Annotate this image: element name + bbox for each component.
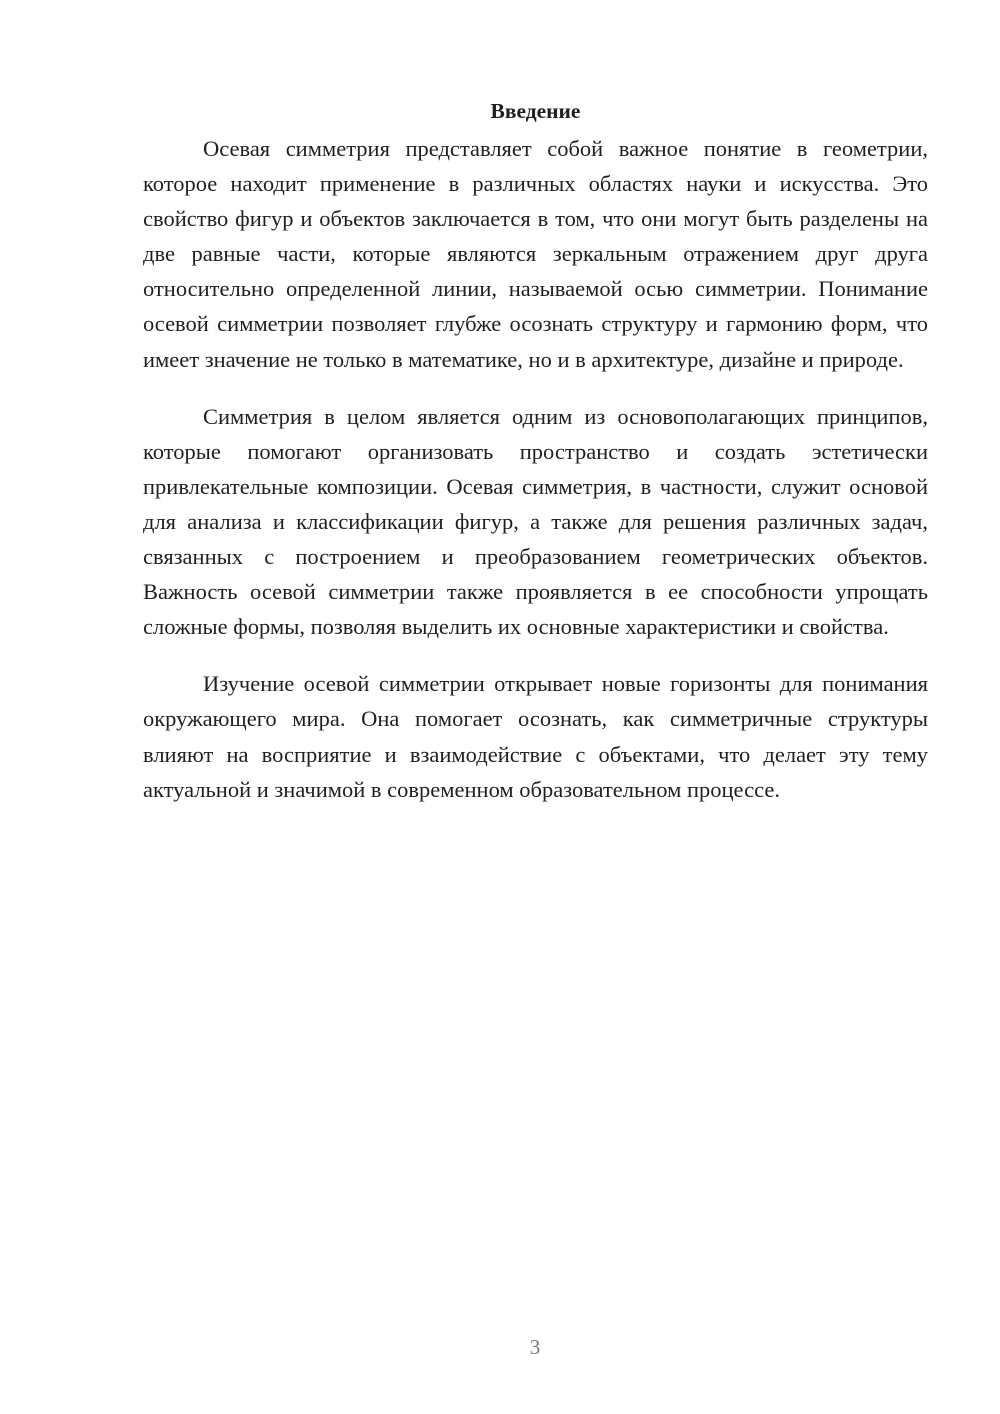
body-paragraph: Симметрия в целом является одним из основополагающих принципов, которые помогают организовать пространство и создать эстетически привлекательные композиции. Осевая симметрия, в частности, служит основой для анализа и классификации фигур, а также для решения различных задач, связанных с построением и преобразованием геометрических объектов. Важность осевой симметрии также проявляется в ее способности упрощать сложные формы, позволяя выделить их основные характеристики и свойства.: [143, 403, 928, 640]
body-paragraph: Изучение осевой симметрии открывает новые горизонты для понимания окружающего мира. Она помогает осознать, как симметричные структуры влияют на восприятие и взаимодействие с объектами, что делает эту тему актуальной и значимой в современном образовательном процессе.: [143, 671, 928, 802]
document-body: [143, 94, 928, 829]
body-paragraph: Осевая симметрия представляет собой важное понятие в геометрии, которое находит применение в различных областях науки и искусства. Это свойство фигур и объектов заключается в том, что они могут быть разделены на две равные части, которые являются зеркальным отражением друг друга относительно определенной линии, называемой осью симметрии. Понимание осевой симметрии позволяет глубже осознать структуру и гармонию форм, что имеет значение не только в математике, но и в архитектуре, дизайне и природе.: [143, 136, 928, 372]
section-title: Введение: [490, 99, 581, 123]
page-number: 3: [529, 1335, 541, 1359]
